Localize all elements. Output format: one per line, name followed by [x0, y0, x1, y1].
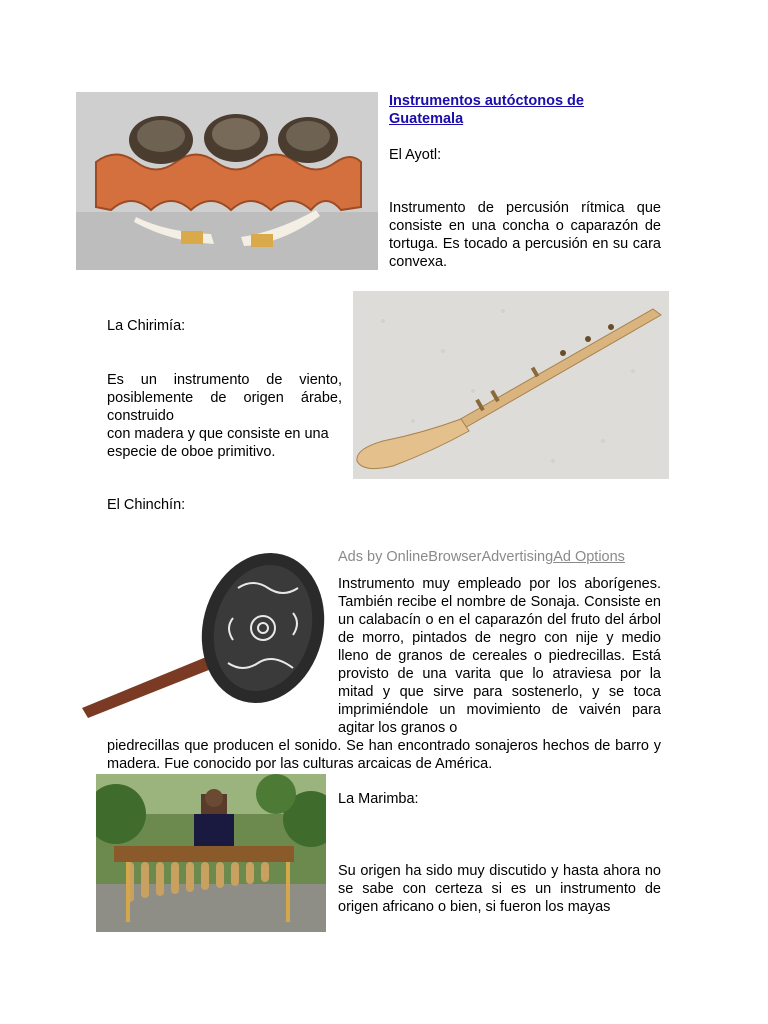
- marimba-image: [96, 774, 326, 932]
- ayotl-description: Instrumento de percusión rítmica que consiste en una concha o caparazón de tortuga. Es tocado a percusión en su cara convexa.: [389, 200, 661, 270]
- chirimia-description-1: Es un instrumento de viento, posiblemente de origen árabe, construido: [107, 372, 342, 424]
- ad-options-link[interactable]: Ad Options: [553, 549, 625, 565]
- chinchin-image: [78, 548, 328, 724]
- chirimia-heading: La Chirimía:: [107, 318, 186, 334]
- chinchin-description: Instrumento muy empleado por los aborígenes. También recibe el nombre de Sonaja. Consiste en un calabacín o en el caparazón del fruto del árbol de morro, pintados de negro con nije y medio lleno de granos de cereales o piedrecillas. Está provisto de una varita que lo atraviesa por la mitad y que sirve para sostenerlo, y se toca imprimiéndole un movimiento de vaivén para agitar los granos o: [338, 576, 661, 736]
- ayotl-image: [76, 92, 378, 270]
- title-link[interactable]: Instrumentos autóctonos de Guatemala: [389, 93, 584, 127]
- ayotl-heading: El Ayotl:: [389, 147, 442, 163]
- chinchin-heading: El Chinchín:: [107, 497, 186, 513]
- chirimia-image: [353, 291, 669, 479]
- marimba-heading: La Marimba:: [338, 791, 419, 807]
- chirimia-description-2: con madera y que consiste en una especie de oboe primitivo.: [107, 426, 329, 460]
- ads-by-label: Ads by OnlineBrowserAdvertising: [338, 549, 554, 565]
- marimba-description: Su origen ha sido muy discutido y hasta ahora no se sabe con certeza si es un instrumento de origen africano o bien, si fueron los mayas: [338, 863, 661, 915]
- chinchin-description-full: piedrecillas que producen el sonido. Se han encontrado sonajeros hechos de barro y madera. Fue conocido por las culturas arcaicas de América.: [107, 738, 661, 772]
- ads-line: [338, 548, 625, 566]
